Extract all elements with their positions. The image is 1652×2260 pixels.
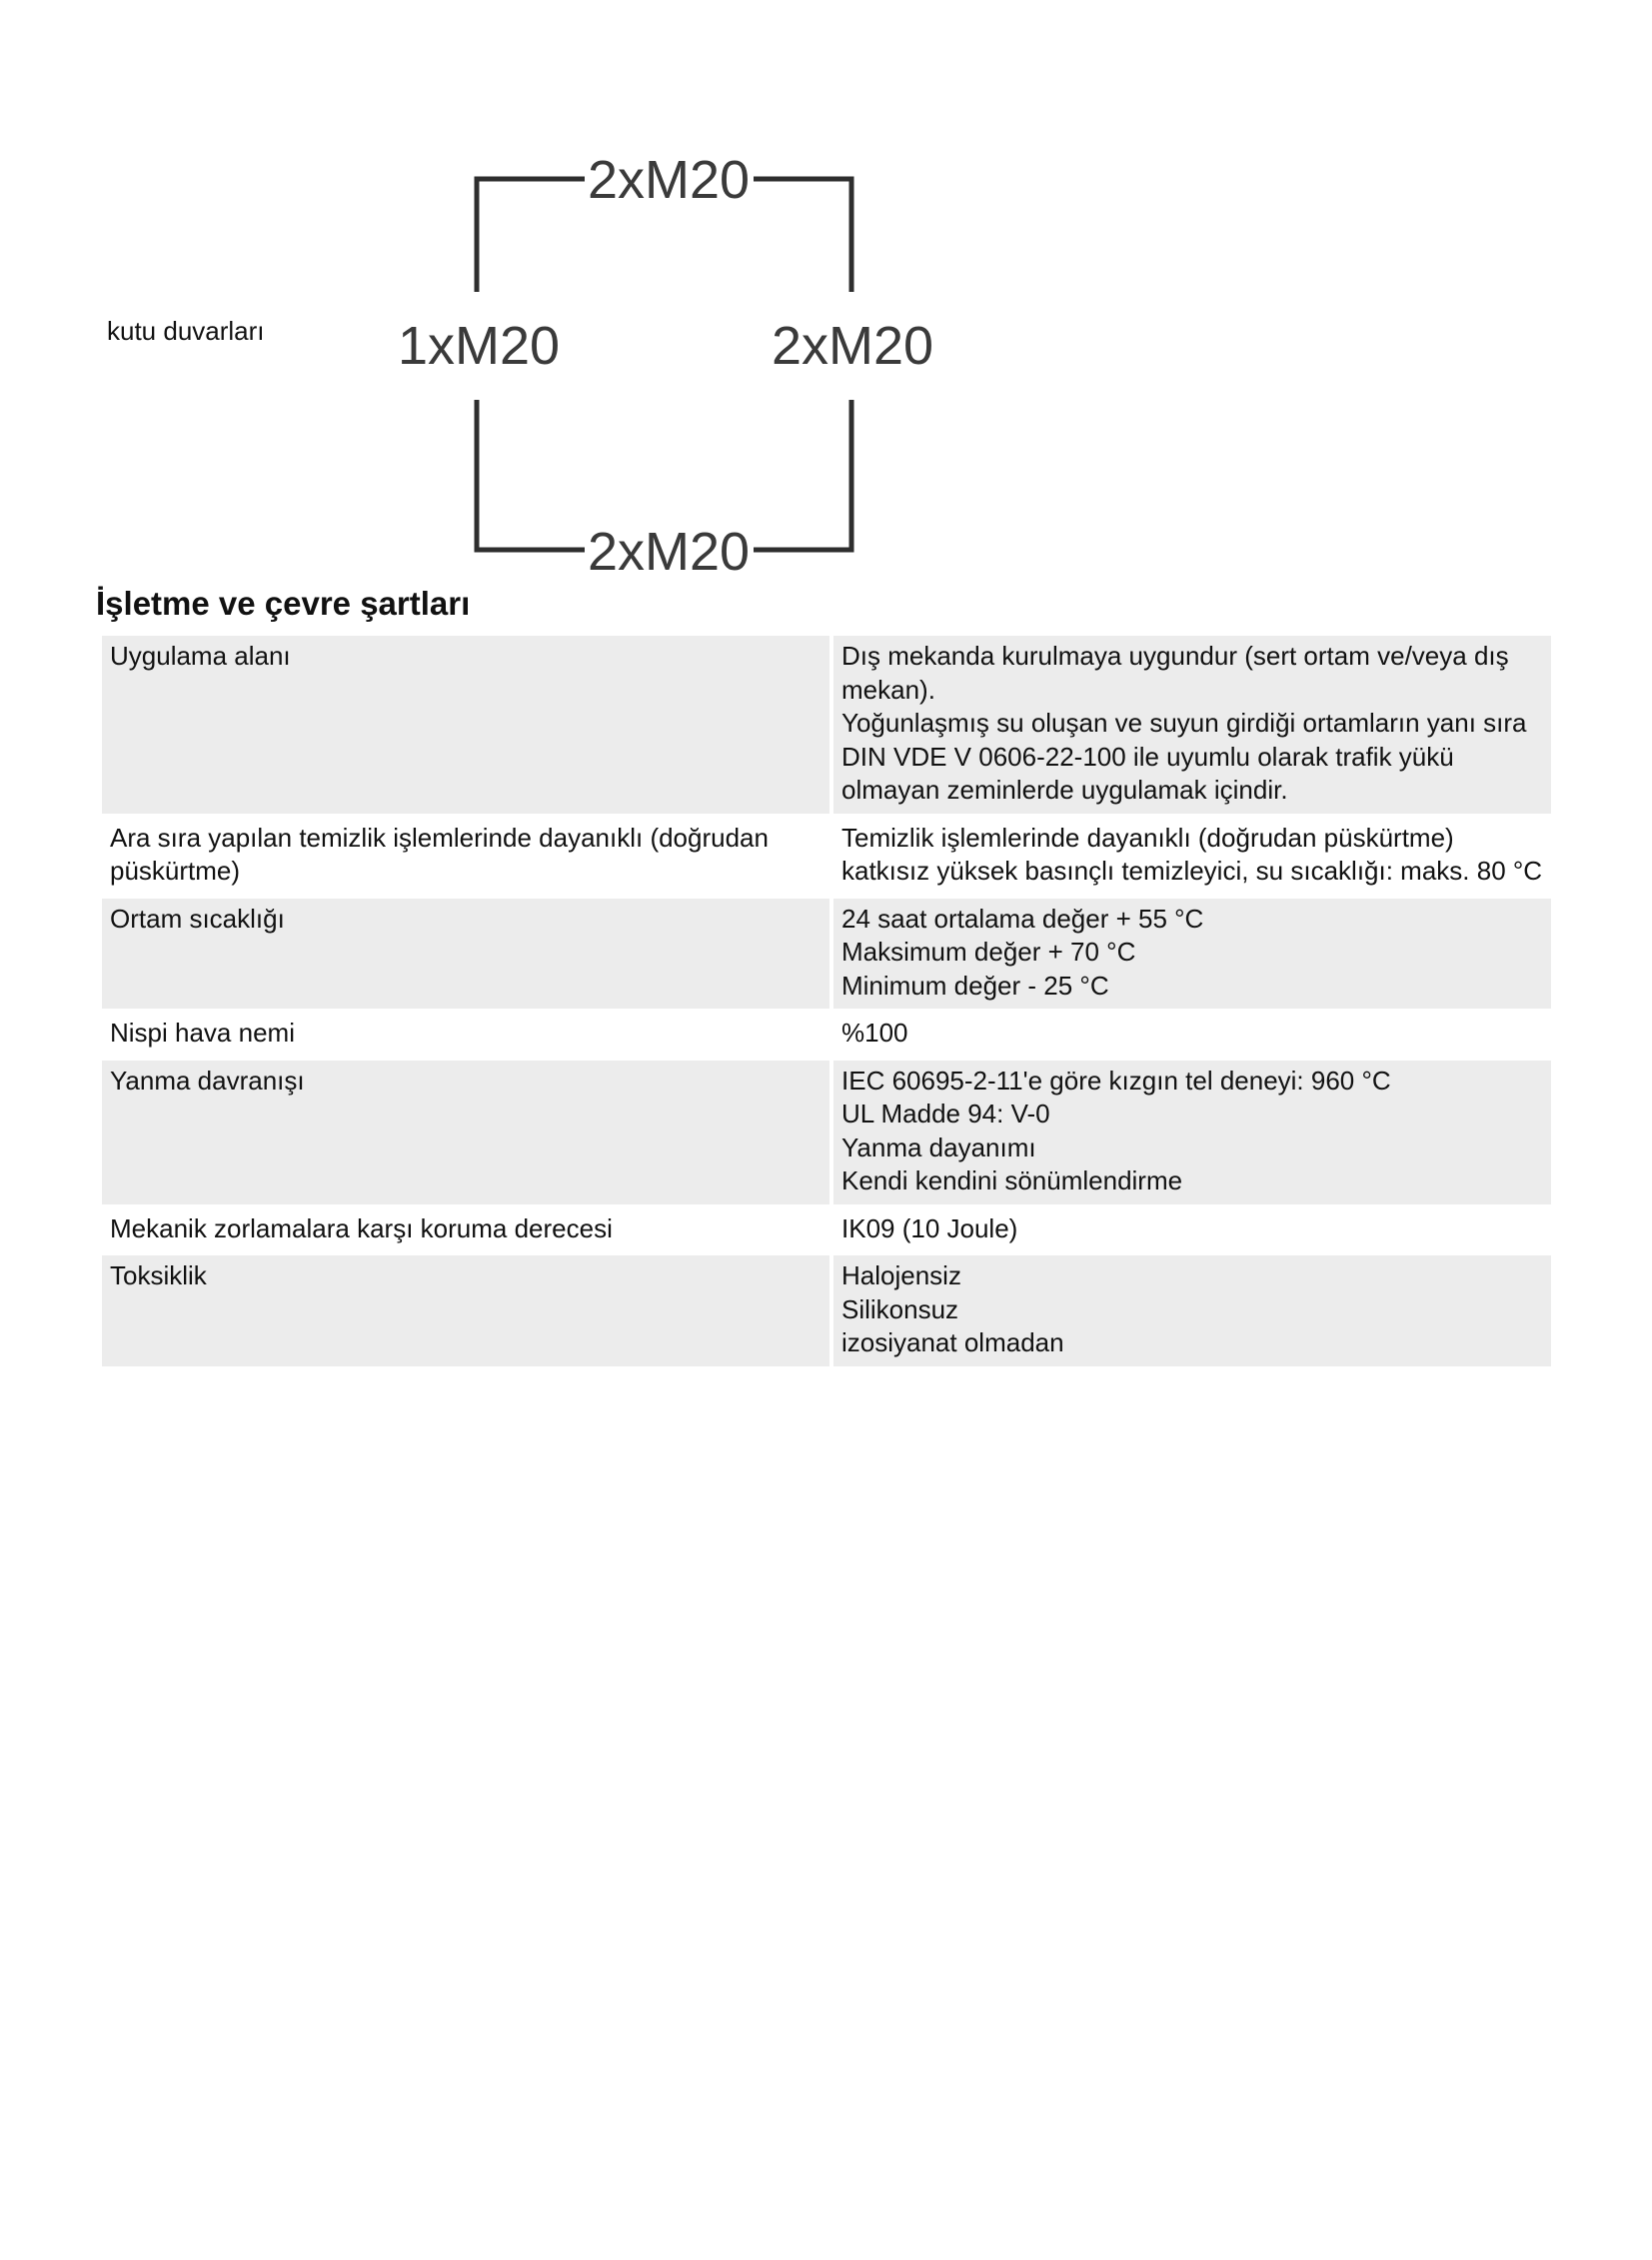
value-line: Kendi kendini sönümlendirme (841, 1165, 1183, 1195)
cable-entry-diagram (390, 140, 959, 580)
value-line: UL Madde 94: V-0 (841, 1099, 1050, 1129)
value-line: Halojensiz (841, 1260, 961, 1290)
entry-label-top: 2xM20 (587, 150, 751, 210)
row-label-application-area: Uygulama alanı (102, 636, 829, 814)
operating-conditions-table (98, 632, 1555, 1370)
section-title: İşletme ve çevre şartları (96, 585, 471, 622)
diagram-frame-top-right (754, 179, 851, 292)
row-label-fire-behaviour: Yanma davranışı (102, 1061, 829, 1204)
row-value-impact-protection (833, 1208, 1551, 1252)
row-value-ambient-temperature (833, 899, 1551, 1010)
value-line: Temizlik işlemlerinde dayanıklı (doğrudan püskürtme) katkısız yüksek basınçlı temizleyici, su sıcaklığı: maks. 80 °C (841, 822, 1543, 886)
row-label-cleaning-resistance: Ara sıra yapılan temizlik işlemlerinde dayanıklı (doğrudan püskürtme) (110, 822, 769, 886)
value-line: Minimum değer - 25 °C (841, 970, 1109, 1001)
value-line: izosiyanat olmadan (841, 1327, 1064, 1357)
table-row (102, 636, 1551, 814)
row-value-application-area (833, 636, 1551, 814)
value-line: 24 saat ortalama değer + 55 °C (841, 903, 1204, 934)
table-row (102, 1061, 1551, 1204)
value-line: Silikonsuz (841, 1293, 959, 1324)
table-row (102, 1255, 1551, 1366)
row-value-cleaning-resistance (833, 818, 1551, 895)
box-walls-label: kutu duvarları (107, 316, 265, 346)
table-row (102, 1013, 1551, 1057)
table-row (102, 899, 1551, 1010)
table-row (102, 818, 1551, 895)
row-value-toxicity (833, 1255, 1551, 1366)
value-line: Yoğunlaşmış su oluşan ve suyun girdiği ortamların yanı sıra DIN VDE V 0606-22-100 ile uyumlu olarak trafik yükü olmayan zeminlerde uygulamak içindir. (841, 708, 1527, 805)
value-line: Yanma dayanımı (841, 1131, 1036, 1162)
value-line: IEC 60695-2-11'e göre kızgın tel deneyi: 960 °C (841, 1065, 1391, 1096)
entry-label-bottom: 2xM20 (587, 522, 751, 580)
row-label-ambient-temperature: Ortam sıcaklığı (102, 899, 829, 1010)
diagram-frame-bottom-right (754, 400, 851, 550)
value-line: IK09 (10 Joule) (841, 1212, 1018, 1243)
row-label-impact-protection: Mekanik zorlamalara karşı koruma derecesi (110, 1212, 613, 1243)
row-label-toxicity: Toksiklik (102, 1255, 829, 1366)
diagram-frame-bottom-left (477, 400, 585, 550)
value-line: %100 (841, 1018, 908, 1048)
row-value-fire-behaviour (833, 1061, 1551, 1204)
row-value-relative-humidity (833, 1013, 1551, 1057)
entry-label-right: 2xM20 (771, 316, 934, 376)
diagram-frame-top (477, 179, 585, 292)
value-line: Dış mekanda kurulmaya uygundur (sert ortam ve/veya dış mekan). (841, 641, 1509, 705)
entry-label-left: 1xM20 (397, 316, 561, 376)
table-row (102, 1208, 1551, 1252)
value-line: Maksimum değer + 70 °C (841, 937, 1136, 967)
row-label-relative-humidity: Nispi hava nemi (110, 1018, 295, 1048)
